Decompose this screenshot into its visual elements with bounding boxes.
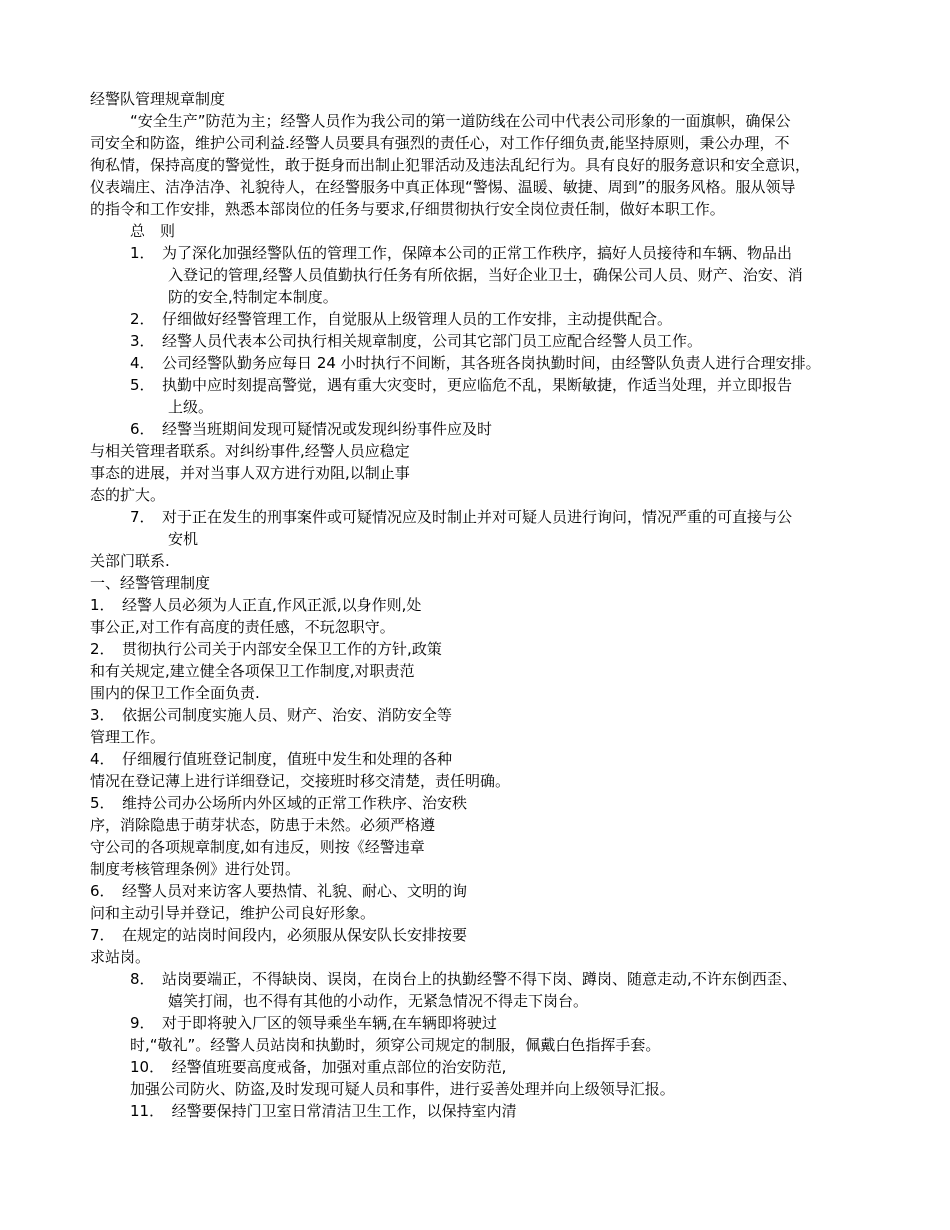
intro-line: 仪表端庄、洁净洁净、礼貌待人，在经警服务中真正体现“警惕、温暖、敏捷、周到”的服务风格。服从领导 [90, 178, 796, 196]
section1-item-2: 2． 贯彻执行公司关于内部安全保卫工作的方针,政策 [90, 640, 442, 658]
section1-item-2-cont: 围内的保卫工作全面负责. [90, 684, 260, 702]
general-item-6-cont: 事态的进展，并对当事人双方进行劝阻,以制止事 [90, 464, 410, 482]
general-item-7: 7． 对于正在发生的刑事案件或可疑情况应及时制止并对可疑人员进行询问，情况严重的可直接与公 [130, 508, 793, 526]
section1-item-5: 5． 维持公司办公场所内外区域的正常工作秩序、治安秩 [90, 794, 468, 812]
intro-line: 徇私情，保持高度的警觉性，敢于挺身而出制止犯罪活动及违法乱纪行为。具有良好的服务意识和安全意识， [90, 156, 811, 174]
section1-item-1: 1． 经警人员必须为人正直,作风正派,以身作则,处 [90, 596, 422, 614]
section1-item-2-cont: 和有关规定,建立健全各项保卫工作制度,对职责范 [90, 662, 415, 680]
general-item-1-cont: 入登记的管理,经警人员值勤执行任务有所依据，当好企业卫士，确保公司人员、财产、治安、消 [168, 266, 803, 284]
section1-item-4-cont: 情况在登记薄上进行详细登记，交接班时移交清楚，责任明确。 [90, 772, 511, 790]
section1-item-3-cont: 管理工作。 [90, 728, 166, 746]
general-item-6: 6． 经警当班期间发现可疑情况或发现纠纷事件应及时 [130, 420, 493, 438]
section1-item-10-cont: 加强公司防火、防盗,及时发现可疑人员和事件，进行妥善处理并向上级领导汇报。 [130, 1080, 675, 1098]
general-item-6-cont: 与相关管理者联系。对纠纷事件,经警人员应稳定 [90, 442, 410, 460]
section1-heading: 一、经警管理制度 [90, 574, 211, 592]
general-item-5: 5． 执勤中应时刻提高警觉，遇有重大灾变时，更应临危不乱，果断敏捷，作适当处理，并立即报告 [130, 376, 793, 394]
intro-line: “安全生产”防范为主；经警人员作为我公司的第一道防线在公司中代表公司形象的一面旗帜，确保公 [130, 112, 791, 130]
general-item-1-cont: 防的安全,特制定本制度。 [168, 288, 338, 306]
section1-item-11: 11． 经警要保持门卫室日常清洁卫生工作，以保持室内清 [130, 1102, 517, 1120]
section1-item-8-cont: 嬉笑打闹，也不得有其他的小动作，无紧急情况不得走下岗台。 [168, 992, 589, 1010]
section1-item-1-cont: 事公正,对工作有高度的责任感，不玩忽职守。 [90, 618, 395, 636]
section1-item-5-cont: 守公司的各项规章制度,如有违反，则按《经警违章 [90, 838, 425, 856]
general-item-3: 3． 经警人员代表本公司执行相关规章制度，公司其它部门员工应配合经警人员工作。 [130, 332, 703, 350]
general-heading: 总 则 [130, 222, 176, 240]
general-item-5-cont: 上级。 [168, 398, 214, 416]
section1-item-7: 7． 在规定的站岗时间段内，必须服从保安队长安排按要 [90, 926, 468, 944]
section1-item-9: 9． 对于即将驶入厂区的领导乘坐车辆,在车辆即将驶过 [130, 1014, 497, 1032]
intro-line: 的指令和工作安排，熟悉本部岗位的任务与要求,仔细贯彻执行安全岗位责任制，做好本职工作。 [90, 200, 725, 218]
section1-item-7-cont: 求站岗。 [90, 948, 151, 966]
general-item-1: 1． 为了深化加强经警队伍的管理工作，保障本公司的正常工作秩序，搞好人员接待和车辆、物品出 [130, 244, 793, 262]
section1-item-9-cont: 时,“敬礼”。经警人员站岗和执勤时，须穿公司规定的制服，佩戴白色指挥手套。 [130, 1036, 661, 1054]
general-item-7-cont: 关部门联系. [90, 552, 170, 570]
general-item-2: 2． 仔细做好经警管理工作，自觉服从上级管理人员的工作安排，主动提供配合。 [130, 310, 673, 328]
general-item-4: 4． 公司经警队勤务应每日 24 小时执行不间断，其各班各岗执勤时间，由经警队负责人进行合理安排。 [130, 354, 821, 372]
section1-item-4: 4． 仔细履行值班登记制度，值班中发生和处理的各种 [90, 750, 453, 768]
general-item-7-cont: 安机 [168, 530, 199, 548]
document-title: 经警队管理规章制度 [90, 90, 226, 108]
section1-item-8: 8． 站岗要端正，不得缺岗、误岗，在岗台上的执勤经警不得下岗、蹲岗、随意走动,不许东倒西歪、 [130, 970, 797, 988]
general-item-6-cont: 态的扩大。 [90, 486, 166, 504]
section1-item-6-cont: 问和主动引导并登记，维护公司良好形象。 [90, 904, 376, 922]
section1-item-5-cont: 序，消除隐患于萌芽状态，防患于未然。必须严格遵 [90, 816, 436, 834]
intro-line: 司安全和防盗，维护公司利益.经警人员要具有强烈的责任心，对工作仔细负责,能坚持原则，秉公办理，不 [90, 134, 790, 152]
section1-item-3: 3． 依据公司制度实施人员、财产、治安、消防安全等 [90, 706, 453, 724]
section1-item-10: 10． 经警值班要高度戒备，加强对重点部位的治安防范, [130, 1058, 507, 1076]
section1-item-6: 6． 经警人员对来访客人要热情、礼貌、耐心、文明的询 [90, 882, 468, 900]
section1-item-5-cont: 制度考核管理条例》进行处罚。 [90, 860, 301, 878]
